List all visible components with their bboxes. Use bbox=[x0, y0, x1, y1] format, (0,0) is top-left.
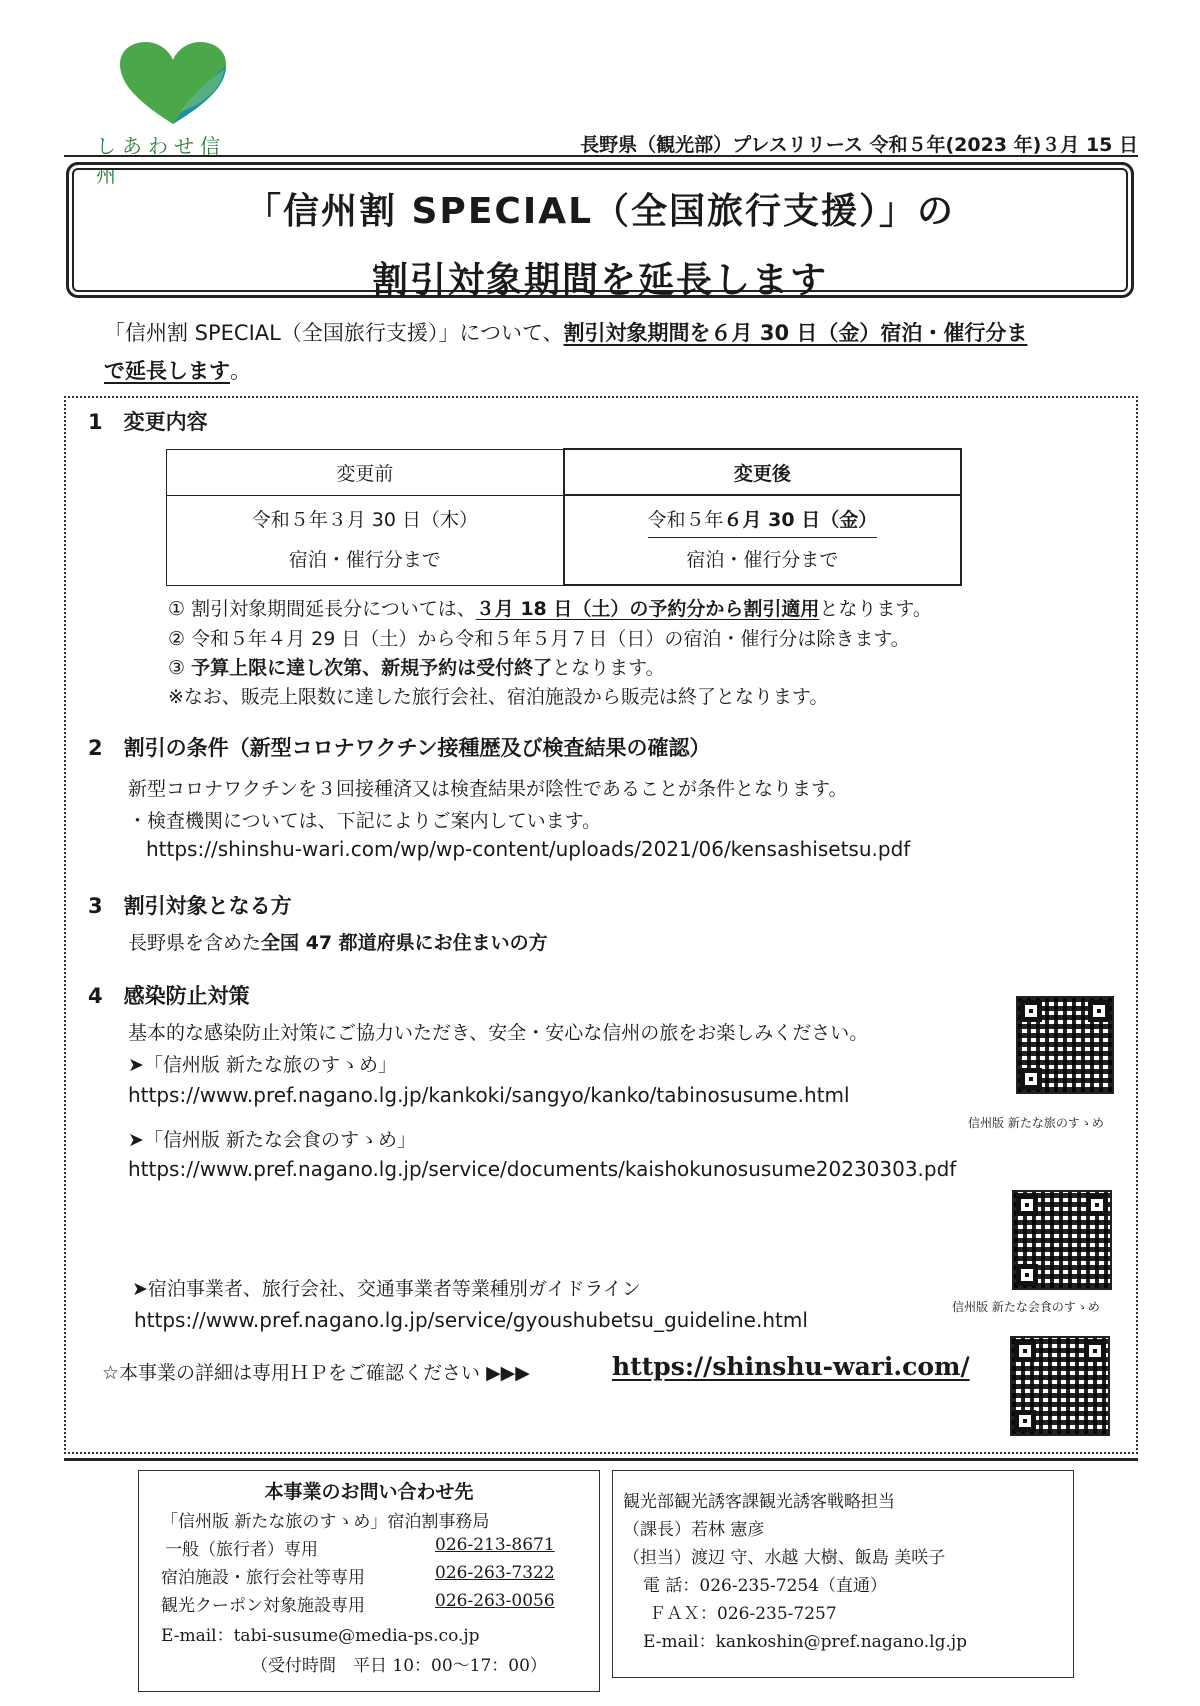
contact-tel[interactable]: 電 話：026-235-7254（直通） bbox=[643, 1576, 888, 1596]
lead-bold-1: 割引対象期間を６月 30 日（金）宿泊・催行分ま bbox=[563, 321, 1028, 345]
after-date: 令和５年６月 30 日（金） bbox=[648, 503, 878, 538]
qr-caption-travel: 信州版 新たな旅のすゝめ bbox=[968, 1116, 1104, 1130]
title-line-2: 割引対象期間を延長します bbox=[371, 260, 828, 301]
before-note: 宿泊・催行分まで bbox=[288, 549, 441, 571]
contact-hours: （受付時間 平日 10：00～17：00） bbox=[251, 1656, 547, 1676]
qr-code-travel-icon[interactable] bbox=[1016, 996, 1114, 1094]
contact-box-right bbox=[612, 1470, 1074, 1678]
before-cell bbox=[167, 495, 564, 585]
section4-item3-url[interactable]: https://www.pref.nagano.lg.jp/service/gyoushubetsu_guideline.html bbox=[134, 1308, 808, 1332]
contact-staff: （担当）渡辺 守、水越 大樹、飯島 美咲子 bbox=[623, 1548, 946, 1568]
change-table bbox=[166, 448, 962, 586]
contact-office: 「信州版 新たな旅のすゝめ」宿泊割事務局 bbox=[161, 1512, 490, 1532]
section4-item2-label: ➤「信州版 新たな会食のすゝめ」 bbox=[128, 1129, 416, 1151]
section3-text: 長野県を含めた全国 47 都道府県にお住まいの方 bbox=[128, 932, 548, 954]
before-date: 令和５年３月 30 日（木） bbox=[251, 509, 478, 531]
header-rule bbox=[64, 155, 1138, 157]
contact-row3-tel[interactable]: 026-263-0056 bbox=[435, 1591, 555, 1611]
after-note: 宿泊・催行分まで bbox=[686, 549, 839, 571]
section2-heading: 2 割引の条件（新型コロナワクチン接種歴及び検査結果の確認） bbox=[88, 736, 711, 760]
site-link[interactable]: https://shinshu-wari.com/ bbox=[612, 1352, 970, 1381]
note-2: ② 令和５年４月 29 日（土）から令和５年５月７日（日）の宿泊・催行分は除きます。 bbox=[168, 628, 910, 650]
section4-item2-url[interactable]: https://www.pref.nagano.lg.jp/service/documents/kaishokunosusume20230303.pdf bbox=[128, 1157, 957, 1181]
contact-chief: （課長）若林 憲彦 bbox=[623, 1520, 765, 1540]
contact-row1-tel[interactable]: 026-213-8671 bbox=[435, 1535, 555, 1555]
contact-fax: ＦＡＸ：026-235-7257 bbox=[649, 1604, 837, 1624]
section4-line-1: 基本的な感染防止対策にご協力いただき、安全・安心な信州の旅をお楽しみください。 bbox=[128, 1022, 869, 1044]
section2-url[interactable]: https://shinshu-wari.com/wp/wp-content/uploads/2021/06/kensashisetsu.pdf bbox=[146, 837, 911, 861]
note-3: ③ 予算上限に達し次第、新規予約は受付終了となります。 bbox=[168, 657, 665, 679]
before-header: 変更前 bbox=[167, 449, 564, 495]
section4-heading: 4 感染防止対策 bbox=[88, 984, 250, 1008]
section2-line-1: 新型コロナワクチンを３回接種済又は検査結果が陰性であることが条件となります。 bbox=[128, 778, 848, 800]
section4-item1-url[interactable]: https://www.pref.nagano.lg.jp/kankoki/sangyo/kanko/tabinosusume.html bbox=[128, 1083, 850, 1107]
lead-bold-2: で延長します bbox=[104, 359, 230, 383]
section3-heading: 3 割引対象となる方 bbox=[88, 894, 292, 918]
lead-text: 「信州割 SPECIAL（全国旅行支援）」について、 bbox=[104, 321, 564, 345]
qr-caption-dining: 信州版 新たな会食のすゝめ bbox=[952, 1300, 1100, 1314]
lead-paragraph bbox=[104, 314, 1134, 390]
footer-rule bbox=[64, 1458, 1138, 1461]
note-1: ① 割引対象期間延長分については、３月 18 日（土）の予約分から割引適用となります。 bbox=[168, 598, 932, 620]
lead-end: 。 bbox=[230, 359, 251, 383]
contact-row3-label: 観光クーポン対象施設専用 bbox=[161, 1596, 365, 1616]
section4-item1-label: ➤「信州版 新たな旅のすゝめ」 bbox=[128, 1054, 397, 1076]
contact-row1-label: 一般（旅行者）専用 bbox=[165, 1540, 318, 1560]
contact-title: 本事業のお問い合わせ先 bbox=[264, 1481, 474, 1503]
logo-text: しあわせ信州 bbox=[96, 134, 226, 187]
logo bbox=[96, 38, 246, 187]
section2-line-2: ・検査機関については、下記によりご案内しています。 bbox=[128, 810, 602, 832]
section1-heading: 1 変更内容 bbox=[88, 410, 208, 434]
contact-dept: 観光部観光誘客課観光誘客戦略担当 bbox=[623, 1492, 895, 1512]
release-line: 長野県（観光部）プレスリリース 令和５年(2023 年)３月 15 日 bbox=[580, 134, 1138, 156]
footer-note: ☆本事業の詳細は専用ＨＰをご確認ください ▶▶▶ bbox=[102, 1362, 530, 1384]
title-box bbox=[66, 162, 1134, 301]
contact-email[interactable]: E-mail：tabi-susume@media-ps.co.jp bbox=[161, 1626, 480, 1646]
qr-code-dining-icon[interactable] bbox=[1012, 1190, 1112, 1290]
contact-row2-tel[interactable]: 026-263-7322 bbox=[435, 1563, 555, 1583]
title-line-1: 「信州割 SPECIAL（全国旅行支援）」の bbox=[244, 191, 956, 232]
note-4: ※なお、販売上限数に達した旅行会社、宿泊施設から販売は終了となります。 bbox=[168, 686, 829, 708]
qr-code-site-icon[interactable] bbox=[1010, 1336, 1110, 1436]
contact-box-left bbox=[138, 1470, 600, 1692]
after-header: 変更後 bbox=[564, 449, 961, 495]
section4-item3-label: ➤宿泊事業者、旅行会社、交通事業者等業種別ガイドライン bbox=[132, 1278, 641, 1300]
heart-logo-icon bbox=[118, 42, 228, 126]
contact-row2-label: 宿泊施設・旅行会社等専用 bbox=[161, 1568, 365, 1588]
after-cell bbox=[564, 495, 961, 585]
contact-email-right[interactable]: E-mail：kankoshin@pref.nagano.lg.jp bbox=[643, 1632, 968, 1652]
